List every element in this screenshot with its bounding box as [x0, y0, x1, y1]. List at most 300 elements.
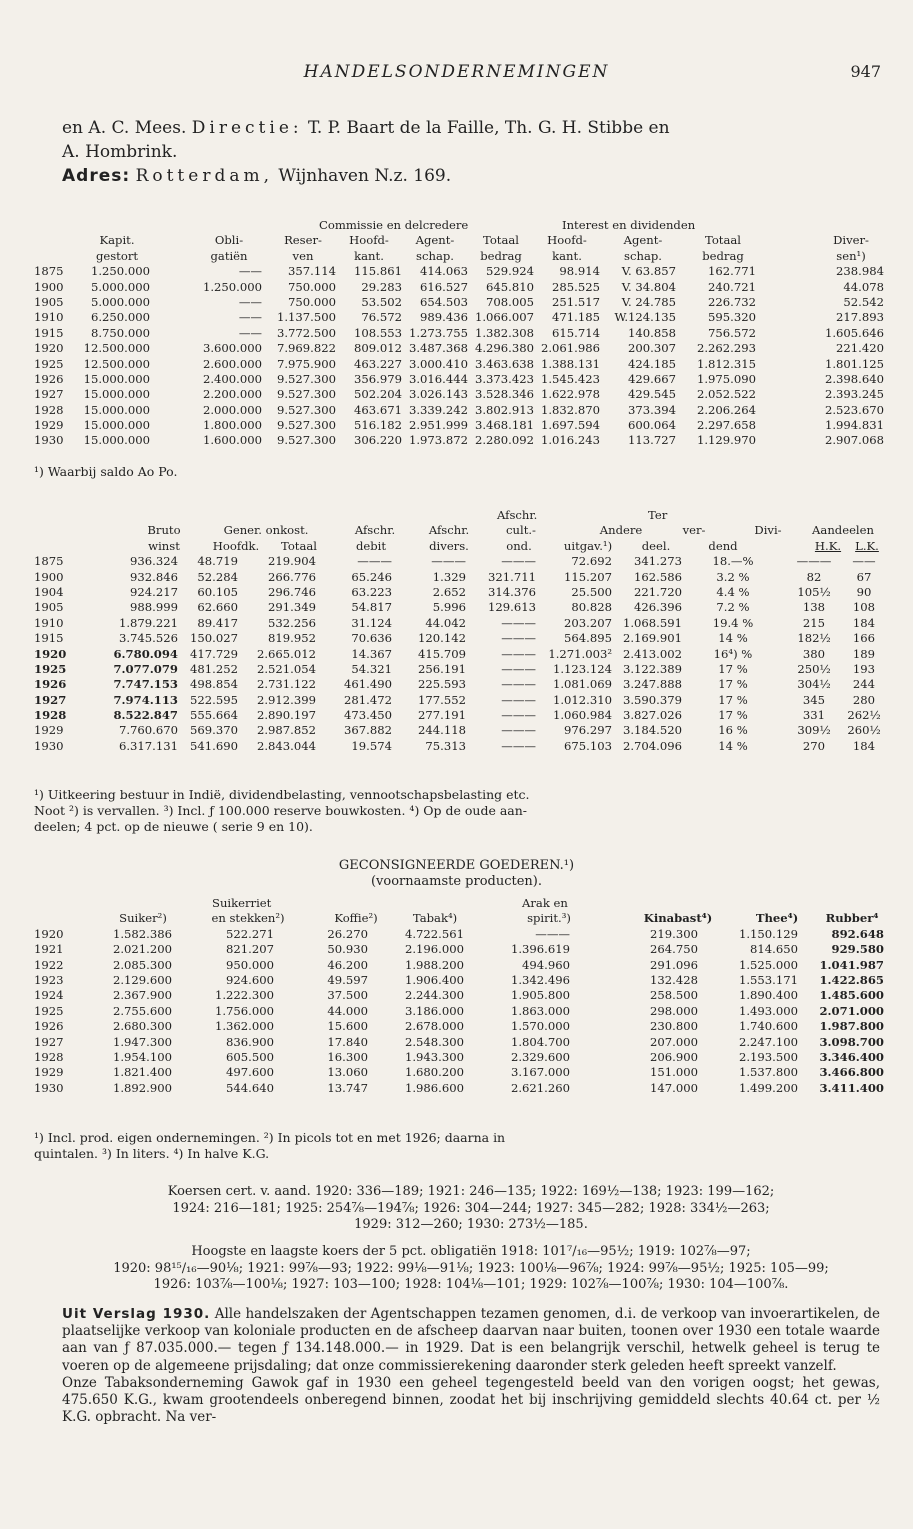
row-year: 1905	[34, 294, 64, 309]
table-cell: 2.367.900	[112, 988, 172, 1003]
table-cell: 281.472	[344, 692, 392, 707]
table-cell: 3.000.410	[408, 356, 468, 371]
koersen-line: 1924: 216—181; 1925: 254⅞—194⅞; 1926: 304—244; 1927: 345—282; 1928: 334½—263;	[172, 1200, 770, 1216]
table-cell: 25.500	[571, 584, 612, 599]
table-cell: 708.005	[486, 294, 534, 309]
table-cell: 7.975.900	[276, 356, 336, 371]
table-cell: 756.572	[708, 325, 756, 340]
table-cell: 1.801.125	[824, 356, 884, 371]
row-year: 1927	[34, 692, 67, 707]
table-cell: 2.085.300	[112, 957, 172, 972]
table2-col-header: dend	[708, 538, 738, 553]
table-cell: 184	[852, 615, 876, 630]
table-cell: 200.307	[628, 341, 676, 356]
table-cell: 6.780.094	[113, 646, 178, 661]
table-cell: 555.664	[190, 708, 238, 723]
table-cell: 892.648	[831, 926, 884, 941]
table-cell: 3.186.000	[404, 1003, 464, 1018]
table-cell: 98.914	[559, 264, 600, 279]
table-cell: 65.246	[351, 569, 392, 584]
table1-group-header	[34, 218, 884, 233]
table-cell: 1.973.872	[408, 433, 468, 448]
table-cell: 44.042	[425, 615, 466, 630]
table-cell: 1.329	[432, 569, 466, 584]
table-cell: 424.185	[628, 356, 676, 371]
table-cell: 9.527.300	[276, 433, 336, 448]
row-year: 1929	[34, 1065, 64, 1080]
table-cell: 1.342.496	[510, 972, 570, 987]
table-cell: 1.622.978	[540, 387, 600, 402]
table-cell: 988.999	[130, 600, 178, 615]
table-cell: 498.854	[190, 677, 238, 692]
table-cell: 166	[852, 631, 876, 646]
table-cell: ——	[852, 554, 876, 569]
table1-col-header: kant.	[354, 248, 384, 263]
table-cell: 529.924	[486, 264, 534, 279]
table-cell: 1.986.600	[404, 1080, 464, 1095]
table-cell: 5.000.000	[90, 279, 150, 294]
table-cell: 280	[852, 692, 876, 707]
table-cell: 1.832.870	[540, 402, 600, 417]
table-cell: 473.450	[344, 708, 392, 723]
table1-col-header: Totaal	[482, 233, 519, 248]
table2-row	[34, 631, 884, 646]
table-cell: 9.527.300	[276, 387, 336, 402]
row-year: 1915	[34, 325, 64, 340]
table-cell: 1.879.221	[118, 615, 178, 630]
table-cell: 3.463.638	[474, 356, 534, 371]
table-cell: ———	[501, 615, 536, 630]
running-title: HANDELSONDERNEMINGEN	[303, 62, 610, 82]
table2-col-header: Totaal	[280, 538, 317, 553]
table-cell: 219.904	[268, 554, 316, 569]
table-cell: 3.373.423	[474, 371, 534, 386]
row-year: 1900	[34, 569, 64, 584]
table-cell: 989.436	[420, 310, 468, 325]
table-cell: 15.000.000	[83, 418, 150, 433]
table2-row	[34, 708, 884, 723]
table-cell: 162.771	[708, 264, 756, 279]
table2-col-header: uitgav.¹)	[563, 538, 613, 553]
table-cell: 2.247.100	[738, 1034, 798, 1049]
table3-col-header: Koffie²)	[334, 911, 378, 926]
table-cell: 1.906.400	[404, 972, 464, 987]
table-cell: ———	[501, 646, 536, 661]
table1-row	[34, 418, 884, 433]
table-cell: 48.719	[197, 554, 238, 569]
table-cell: 1.129.970	[696, 433, 756, 448]
table-cell: 1.800.000	[202, 418, 262, 433]
table-cell: 53.502	[361, 294, 402, 309]
table-cell: 3.745.526	[118, 631, 178, 646]
table-cell: 1.250.000	[90, 264, 150, 279]
table-cell: 108	[852, 600, 876, 615]
table2-footnote-1: ¹) Uitkeering bestuur in Indië, dividendbelasting, vennootschapsbelasting etc.	[34, 787, 530, 802]
table2-col-header: ver-	[682, 523, 706, 538]
table-cell: 654.503	[420, 294, 468, 309]
table-cell: 17 %	[718, 677, 748, 692]
table-cell: 244.118	[418, 723, 466, 738]
table-cell: 7.974.113	[113, 692, 178, 707]
table-cell: 70.636	[351, 631, 392, 646]
table-cell: 1.756.000	[214, 1003, 274, 1018]
table-cell: 258.500	[650, 988, 698, 1003]
table-cell: 80.828	[571, 600, 612, 615]
table1-row	[34, 326, 884, 341]
table-cell: 429.545	[628, 387, 676, 402]
table-cell: 544.640	[226, 1080, 274, 1095]
table1-row	[34, 264, 884, 279]
table3-row	[34, 927, 884, 942]
table-cell: 321.711	[488, 569, 536, 584]
table-cell: 2.755.600	[112, 1003, 172, 1018]
table1-row	[34, 295, 884, 310]
table-cell: 1.863.000	[510, 1003, 570, 1018]
table-cell: 5.996	[432, 600, 466, 615]
table-cell: 819.952	[268, 631, 316, 646]
hoogste-line: Hoogste en laagste koers der 5 pct. obligatiën 1918: 101⁷/₁₆—95½; 1919: 102⅞—97;	[191, 1244, 751, 1259]
row-year: 1875	[34, 554, 64, 569]
table3-row	[34, 1004, 884, 1019]
row-year: 1927	[34, 387, 64, 402]
table-cell: 291.349	[268, 600, 316, 615]
intro-line-2: A. Hombrink.	[62, 142, 178, 162]
table-cell: 9.527.300	[276, 418, 336, 433]
table-cell: 72.692	[571, 554, 612, 569]
table-cell: 1.273.755	[408, 325, 468, 340]
table-cell: 2.329.600	[510, 1049, 570, 1064]
table-cell: 140.858	[628, 325, 676, 340]
table-cell: 2.193.500	[738, 1049, 798, 1064]
table-cell: 309½	[797, 723, 831, 738]
verslag-section	[62, 1306, 880, 1426]
table-cell: 13.747	[327, 1080, 368, 1095]
table2-footnote-2: Noot ²) is vervallen. ³) Incl. ƒ 100.000 reserve bouwkosten. ⁴) Op de oude aan-	[34, 803, 528, 818]
table-cell: 14.367	[351, 646, 392, 661]
table-cell: 244	[852, 677, 876, 692]
table-cell: 162.586	[634, 569, 682, 584]
table-cell: 250½	[797, 661, 831, 676]
intro-line-1	[62, 116, 878, 140]
table-cell: 221.420	[836, 341, 884, 356]
table-cell: 532.256	[268, 615, 316, 630]
table2-header-row	[34, 539, 884, 554]
table1-row	[34, 403, 884, 418]
financial-table-1	[34, 218, 884, 449]
table-cell: 932.846	[130, 569, 178, 584]
table1-col-header: Reser-	[284, 233, 322, 248]
table-cell: 2.704.096	[622, 738, 682, 753]
table3-col-header: Thee⁴)	[755, 911, 799, 926]
table-cell: 2.200.000	[202, 387, 262, 402]
table-cell: 1.570.000	[510, 1019, 570, 1034]
table-cell: ———	[501, 631, 536, 646]
table-cell: 15.600	[327, 1019, 368, 1034]
table-cell: ——	[238, 325, 262, 340]
table3-title: GECONSIGNEERDE GOEDEREN.¹)	[338, 858, 575, 873]
table-cell: 62.660	[197, 600, 238, 615]
table-cell: 5.000.000	[90, 294, 150, 309]
verslag-paragraph-2: Onze Tabaksonderneming Gawok gaf in 1930 een geheel tegengesteld beeld van den vorigen oogst; het gewas, 475.650 K.G., kwam grootendeels onberegend binnen, zoodat het bij inschrijving gemiddeld slechts 40.64 ct. per ½ K.G. opbracht. Na ver-	[62, 1374, 880, 1426]
table-cell: 16.300	[327, 1049, 368, 1064]
table-cell: 3.122.389	[622, 661, 682, 676]
table-cell: 193	[852, 661, 876, 676]
table2-row	[34, 570, 884, 585]
table3-col-header: spirit.³)	[527, 911, 571, 926]
table-cell: 221.720	[634, 584, 682, 599]
table1-row	[34, 341, 884, 356]
table1-row	[34, 387, 884, 402]
table1-col-header: ven	[292, 248, 314, 263]
row-year: 1928	[34, 708, 67, 723]
table-cell: 1.812.315	[696, 356, 756, 371]
table-cell: 1.362.000	[214, 1019, 274, 1034]
table-cell: 54.321	[351, 661, 392, 676]
table-cell: 2.061.986	[540, 341, 600, 356]
table-cell: 2.413.002	[622, 646, 682, 661]
row-year: 1925	[34, 356, 64, 371]
table-cell: 4.296.380	[474, 341, 534, 356]
table-cell: 2.393.245	[824, 387, 884, 402]
table-cell: 1.680.200	[404, 1065, 464, 1080]
table2-row	[34, 739, 884, 754]
table1-col-header: Hoofd-	[547, 233, 587, 248]
table-cell: 2.169.901	[622, 631, 682, 646]
table2-col-header: L.K.	[855, 538, 879, 553]
table-cell: 463.227	[354, 356, 402, 371]
table-cell: ———	[501, 677, 536, 692]
table-cell: 2.400.000	[202, 371, 262, 386]
table-cell: 76.572	[361, 310, 402, 325]
table-cell: 1.947.300	[112, 1034, 172, 1049]
table-cell: 304½	[797, 677, 831, 692]
table-cell: 2.398.640	[824, 371, 884, 386]
table-cell: ———	[501, 554, 536, 569]
table-cell: 2.600.000	[202, 356, 262, 371]
table-cell: 54.817	[351, 600, 392, 615]
table-cell: 2.843.044	[256, 738, 316, 753]
table1-col-header: Kapit.	[99, 233, 135, 248]
table3-col-header: Kinabast⁴)	[643, 911, 713, 926]
row-year: 1923	[34, 972, 64, 987]
table-cell: 7.2 %	[716, 600, 750, 615]
table-cell: 2.951.999	[408, 418, 468, 433]
table1-col-header: Diver-	[833, 233, 869, 248]
row-year: 1910	[34, 310, 64, 325]
table-cell: 19.4 %	[712, 615, 754, 630]
table1-row	[34, 280, 884, 295]
table-cell: 3.600.000	[202, 341, 262, 356]
table-cell: V. 63.857	[621, 264, 676, 279]
table-cell: 502.204	[354, 387, 402, 402]
table-cell: 1.804.700	[510, 1034, 570, 1049]
table-cell: ———	[431, 554, 466, 569]
table-cell: 1.975.090	[696, 371, 756, 386]
table-cell: 2.548.300	[404, 1034, 464, 1049]
table-cell: 298.000	[650, 1003, 698, 1018]
table-cell: 1.605.646	[824, 325, 884, 340]
table-cell: 2.521.054	[256, 661, 316, 676]
table-cell: 1.068.591	[622, 615, 682, 630]
table3-row	[34, 1081, 884, 1096]
table-cell: 950.000	[226, 957, 274, 972]
table2-row	[34, 585, 884, 600]
table-cell: 616.527	[420, 279, 468, 294]
table1-col-header: schap.	[624, 248, 662, 263]
row-year: 1928	[34, 1049, 64, 1064]
table-cell: 46.200	[327, 957, 368, 972]
row-year: 1926	[34, 371, 64, 386]
hoogste-paragraph	[62, 1244, 880, 1294]
table2-col-header: deel.	[641, 538, 671, 553]
hoogste-line: 1920: 98¹⁵/₁₆—90⅛; 1921: 99⅞—93; 1922: 99⅛—91⅛; 1923: 100⅛—96⅞; 1924: 99⅞—95½; 1925: 105—99;	[113, 1260, 829, 1276]
table-cell: 3.411.400	[819, 1080, 884, 1095]
table-cell: 15.000.000	[83, 433, 150, 448]
hoogste-line: 1926: 103⅞—100⅛; 1927: 103—100; 1928: 104⅛—101; 1929: 102⅞—100⅞; 1930: 104—100⅞.	[153, 1277, 789, 1293]
row-year: 1920	[34, 926, 64, 941]
table2-col-header: cult.-	[506, 523, 536, 538]
koersen-line: 1929: 312—260; 1930: 273½—185.	[354, 1217, 588, 1233]
table-cell: 809.012	[354, 341, 402, 356]
table-cell: 1.493.000	[738, 1003, 798, 1018]
table-cell: 60.105	[197, 584, 238, 599]
table-cell: 522.271	[226, 926, 274, 941]
table-cell: 569.370	[190, 723, 238, 738]
table-cell: 63.223	[351, 584, 392, 599]
table2-row	[34, 723, 884, 738]
table-cell: 1.987.800	[819, 1019, 884, 1034]
table-cell: 251.517	[552, 294, 600, 309]
table2-col-header: Afschr.	[354, 523, 396, 538]
table1-row	[34, 433, 884, 448]
table-cell: 226.732	[708, 294, 756, 309]
table2-col-header: Afschr.	[428, 523, 470, 538]
row-year: 1875	[34, 264, 64, 279]
table-cell: 15.000.000	[83, 402, 150, 417]
table-cell: 1.016.243	[540, 433, 600, 448]
table-cell: 230.800	[650, 1019, 698, 1034]
table-cell: 52.542	[843, 294, 884, 309]
table-cell: 7.747.153	[113, 677, 178, 692]
table2-col-header: H.K.	[814, 538, 842, 553]
table-cell: V. 34.804	[621, 279, 676, 294]
table-cell: ———	[501, 692, 536, 707]
table-cell: ———	[501, 723, 536, 738]
row-year: 1922	[34, 957, 64, 972]
interest-header: Interest en dividenden	[562, 218, 696, 232]
table2-footnote-3: deelen; 4 pct. op de nieuwe ( serie 9 en 10).	[34, 819, 313, 834]
table-cell: 67	[856, 569, 872, 584]
table1-col-header: Hoofd-	[349, 233, 389, 248]
table-cell: 615.714	[552, 325, 600, 340]
table-cell: 17 %	[718, 708, 748, 723]
table-cell: 3.466.800	[819, 1065, 884, 1080]
table-cell: 929.580	[831, 942, 884, 957]
table-cell: 675.103	[564, 738, 612, 753]
table-cell: 3.827.026	[622, 708, 682, 723]
table-cell: 1.499.200	[738, 1080, 798, 1095]
table3-footnote-2: quintalen. ³) In liters. ⁴) In halve K.G.	[34, 1146, 270, 1161]
table-cell: 2.206.264	[696, 402, 756, 417]
table-cell: 415.709	[418, 646, 466, 661]
table1-col-header: sen¹)	[836, 248, 866, 263]
table-cell: 821.207	[226, 942, 274, 957]
table-cell: 17 %	[718, 661, 748, 676]
table-cell: 2.987.852	[256, 723, 316, 738]
table-cell: 113.727	[628, 433, 676, 448]
table-cell: 1.994.831	[824, 418, 884, 433]
commissie-header: Commissie en delcredere	[319, 218, 469, 232]
table-cell: 1.525.000	[738, 957, 798, 972]
table-cell: 16 %	[718, 723, 748, 738]
table3-subtitle: (voornaamste producten).	[370, 874, 543, 889]
table-cell: 7.760.670	[118, 723, 178, 738]
table-cell: 976.297	[564, 723, 612, 738]
row-year: 1920	[34, 341, 64, 356]
table3-row	[34, 1035, 884, 1050]
table1-header-row	[34, 249, 884, 264]
table-cell: ——	[238, 310, 262, 325]
table-cell: 4.722.561	[404, 926, 464, 941]
table-cell: 367.882	[344, 723, 392, 738]
table2-col-header: Aandeelen	[812, 523, 874, 538]
table-cell: 15.000.000	[83, 387, 150, 402]
row-year: 1929	[34, 723, 64, 738]
table-cell: 8.522.847	[113, 708, 178, 723]
table-cell: 2.021.200	[112, 942, 172, 957]
table-cell: 3.098.700	[819, 1034, 884, 1049]
table-cell: 1.222.300	[214, 988, 274, 1003]
row-year: 1925	[34, 1003, 64, 1018]
table-cell: 461.490	[344, 677, 392, 692]
table-cell: 132.428	[650, 972, 698, 987]
table-cell: 17.840	[327, 1034, 368, 1049]
row-year: 1926	[34, 1019, 64, 1034]
consigned-goods-table	[34, 896, 884, 1096]
page-number: 947	[850, 62, 881, 81]
table-cell: 2.280.092	[474, 433, 534, 448]
table-cell: 3.487.368	[408, 341, 468, 356]
table-cell: 1.545.423	[540, 371, 600, 386]
table-cell: 217.893	[836, 310, 884, 325]
table-cell: 115.861	[354, 264, 402, 279]
table-cell: 82	[806, 569, 822, 584]
table-cell: 380	[802, 646, 826, 661]
adres-street: Wijnhaven N.z. 169.	[278, 166, 452, 186]
table-cell: 2.071.000	[819, 1003, 884, 1018]
table-cell: 2.052.522	[696, 387, 756, 402]
table1-row	[34, 357, 884, 372]
table-cell: 12.500.000	[83, 341, 150, 356]
table3-row	[34, 1050, 884, 1065]
table-cell: 296.746	[268, 584, 316, 599]
table-cell: 1.740.600	[738, 1019, 798, 1034]
table2-col-header: debit	[355, 538, 387, 553]
suikerriet-top-header: Suikerriet	[212, 896, 272, 910]
table-cell: 3.016.444	[408, 371, 468, 386]
table-cell: 1.422.865	[819, 972, 884, 987]
row-year: 1930	[34, 433, 64, 448]
table-cell: 184	[852, 738, 876, 753]
table3-footnote-1: ¹) Incl. prod. eigen ondernemingen. ²) In picols tot en met 1926; daarna in	[34, 1130, 506, 1145]
table-cell: ——	[238, 264, 262, 279]
table-cell: 1.582.386	[112, 926, 172, 941]
table1-col-header: Agent-	[415, 233, 455, 248]
table2-col-header: Andere	[599, 523, 643, 538]
table-cell: 49.597	[327, 972, 368, 987]
table-cell: 2.621.260	[510, 1080, 570, 1095]
row-year: 1925	[34, 661, 67, 676]
